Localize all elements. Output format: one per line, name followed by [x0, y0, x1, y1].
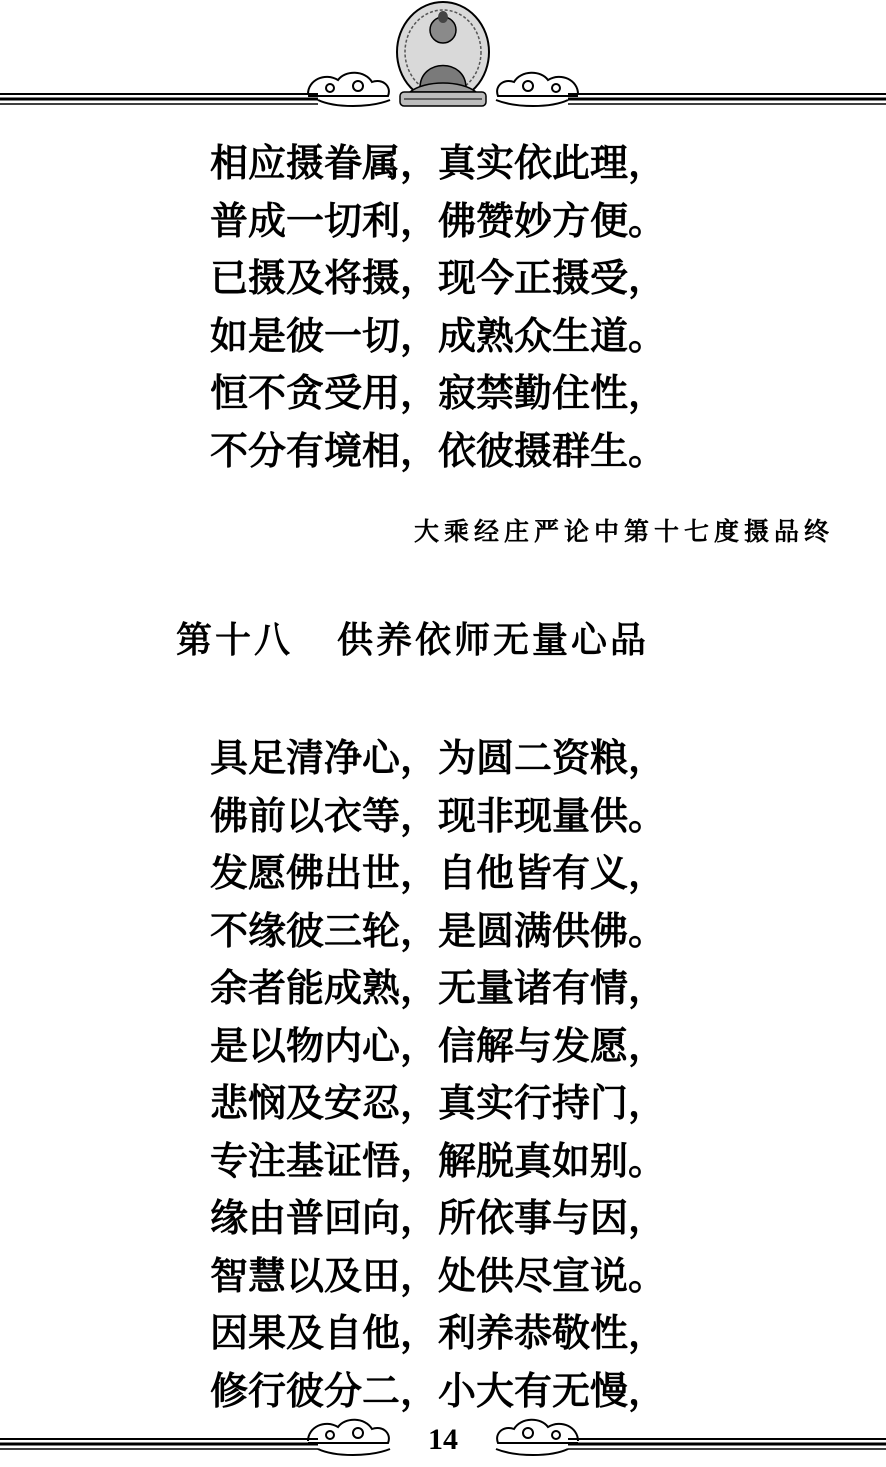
verse-line: 普成一切利，佛赞妙方便。 — [210, 197, 667, 243]
cloud-scroll-right-icon — [496, 73, 578, 106]
verse-line: 发愿佛出世，自他皆有义， — [210, 850, 667, 895]
page-header-ornament — [0, 0, 886, 115]
verse-block-bottom — [210, 729, 680, 1419]
verse-line: 智慧以及田，处供尽宣说。 — [210, 1252, 667, 1298]
verse-line: 不分有境相，依彼摄群生。 — [210, 427, 667, 473]
chapter-title: 供养依师无量心品 — [337, 620, 650, 661]
buddha-medallion-icon — [397, 2, 489, 106]
verse-line: 修行彼分二，小大有无慢， — [210, 1367, 667, 1413]
verse-line: 佛前以衣等，现非现量供。 — [210, 792, 667, 838]
verse-line: 恒不贪受用，寂禁勤住性， — [210, 370, 667, 415]
verse-line: 缘由普回向，所依事与因， — [210, 1195, 667, 1240]
cloud-scroll-left-icon — [308, 73, 390, 106]
verse-line: 已摄及将摄，现今正摄受， — [210, 255, 667, 300]
verse-line: 如是彼一切，成熟众生道。 — [210, 312, 667, 358]
verse-block-top — [210, 134, 680, 479]
chapter-end-colophon: 大乘经庄严论中第十七度摄品终 — [413, 517, 834, 546]
verse-line: 余者能成熟，无量诸有情， — [210, 965, 667, 1010]
verse-line: 具足清净心，为圆二资粮， — [210, 735, 667, 780]
verse-line: 因果及自他，利养恭敬性， — [210, 1310, 667, 1355]
verse-line: 是以物内心，信解与发愿， — [210, 1022, 667, 1068]
verse-line: 专注基证悟，解脱真如别。 — [210, 1137, 667, 1183]
chapter-number: 第十八 — [176, 620, 294, 661]
verse-line: 不缘彼三轮，是圆满供佛。 — [210, 907, 667, 953]
verse-line: 相应摄眷属，真实依此理， — [210, 140, 667, 185]
page-number: 14 — [428, 1423, 458, 1456]
verse-line: 悲悯及安忍，真实行持门， — [210, 1080, 667, 1125]
chapter-heading — [176, 612, 649, 663]
